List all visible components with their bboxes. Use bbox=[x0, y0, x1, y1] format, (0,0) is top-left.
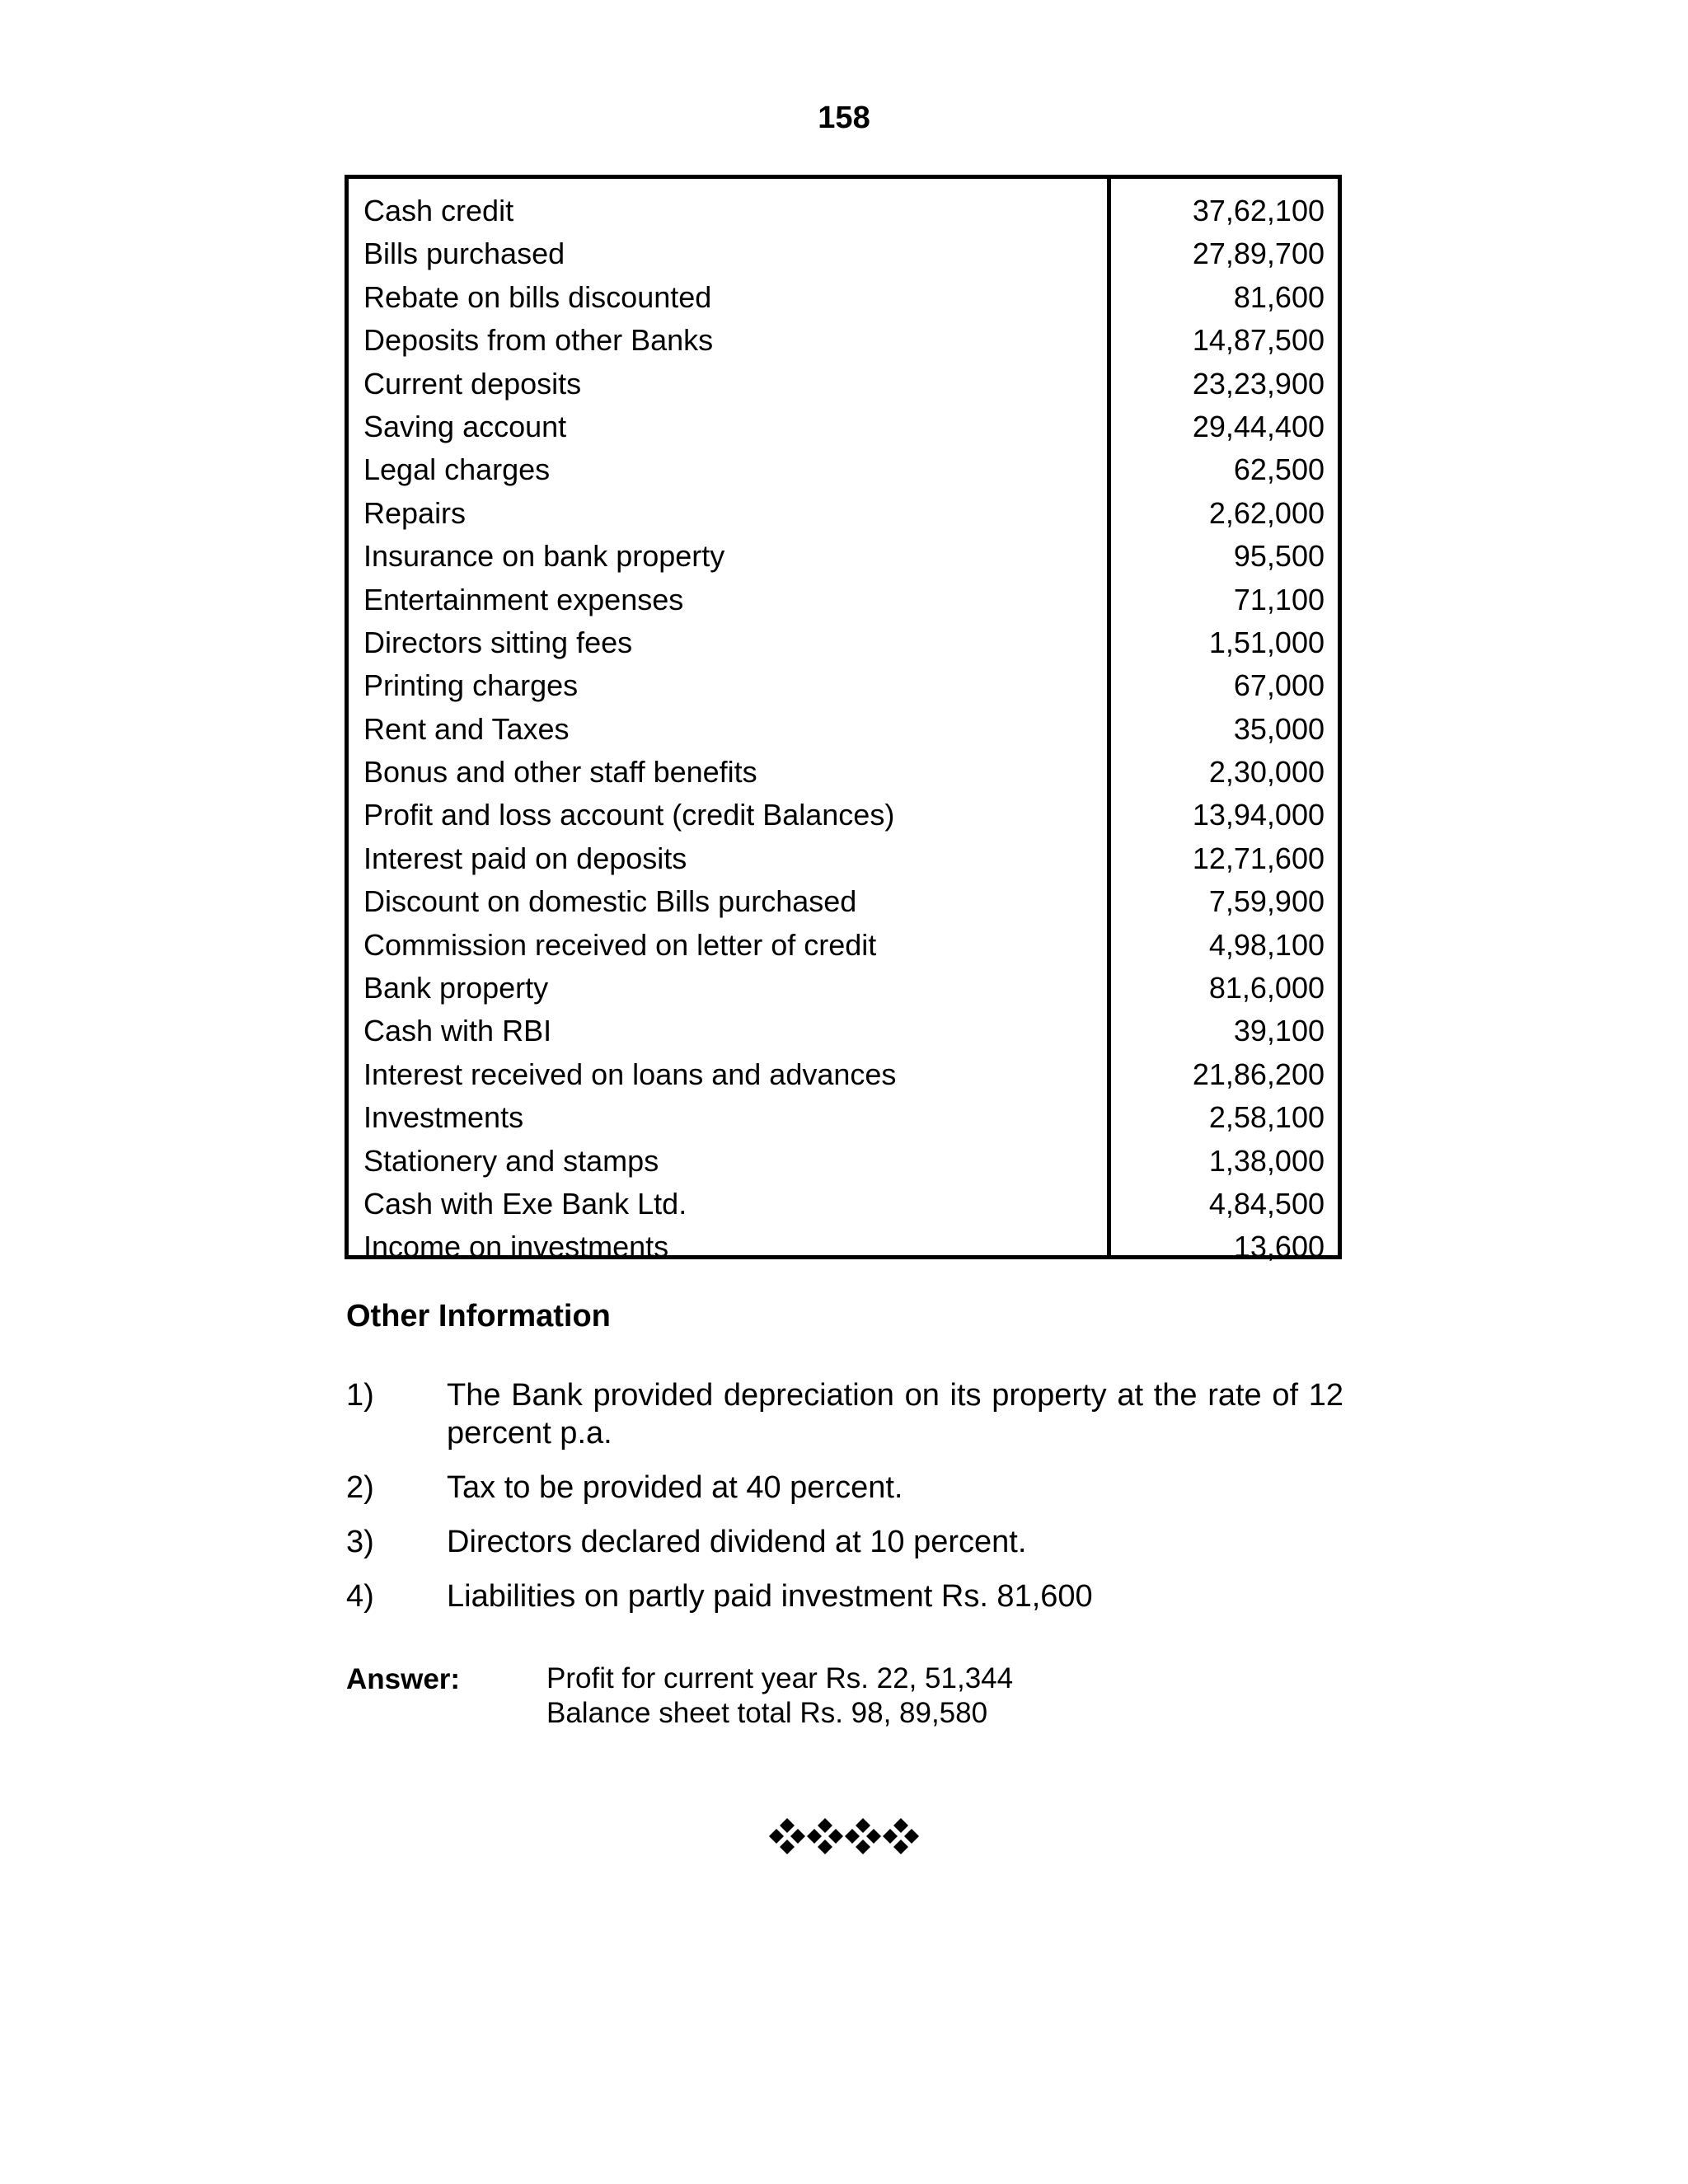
ledger-row-label: Income on investments bbox=[363, 1230, 669, 1264]
ledger-row-label: Repairs bbox=[363, 495, 467, 530]
ledger-row-amount: 39,100 bbox=[1233, 1014, 1325, 1048]
ledger-row bbox=[349, 664, 1338, 707]
ledger-row bbox=[349, 837, 1338, 880]
ledger-row-amount: 1,51,000 bbox=[1208, 625, 1325, 659]
info-list-text: The Bank provided depreciation on its property at the rate of 12 percent p.a. bbox=[447, 1378, 1343, 1451]
ledger-row-label: Investments bbox=[363, 1100, 524, 1135]
ledger-row-label: Interest received on loans and advances bbox=[363, 1057, 897, 1091]
ledger-row-amount: 67,000 bbox=[1233, 668, 1325, 703]
ledger-row-amount: 23,23,900 bbox=[1192, 366, 1325, 401]
ledger-row-amount: 2,30,000 bbox=[1208, 755, 1325, 790]
ledger-row-label: Bills purchased bbox=[363, 237, 565, 271]
ledger-row-amount: 2,62,000 bbox=[1208, 495, 1325, 530]
ledger-row bbox=[349, 621, 1338, 664]
ledger-row bbox=[349, 1053, 1338, 1096]
ledger-row bbox=[349, 794, 1338, 837]
end-ornament bbox=[0, 1817, 1688, 1859]
ledger-row bbox=[349, 232, 1338, 275]
ledger-row bbox=[349, 1010, 1338, 1052]
ledger-row-label: Cash with RBI bbox=[363, 1014, 552, 1048]
info-list-item bbox=[346, 1577, 1343, 1615]
ledger-row bbox=[349, 751, 1338, 794]
info-list-item bbox=[346, 1376, 1343, 1452]
ledger-row-label: Printing charges bbox=[363, 668, 579, 703]
info-list-number: 2) bbox=[346, 1470, 374, 1505]
ledger-row-label: Discount on domestic Bills purchased bbox=[363, 884, 857, 919]
ledger-row bbox=[349, 880, 1338, 923]
ledger-row-amount: 14,87,500 bbox=[1192, 323, 1325, 358]
info-list-number: 4) bbox=[346, 1579, 374, 1614]
ledger-row-label: Stationery and stamps bbox=[363, 1143, 659, 1178]
ledger-row-label: Current deposits bbox=[363, 366, 582, 401]
ledger-row bbox=[349, 924, 1338, 967]
ledger-row-amount: 4,84,500 bbox=[1208, 1186, 1325, 1221]
info-list-number: 3) bbox=[346, 1525, 374, 1559]
ledger-rows bbox=[349, 190, 1338, 1269]
other-information-heading: Other Information bbox=[346, 1299, 611, 1333]
info-list-item bbox=[346, 1523, 1343, 1561]
ledger-row bbox=[349, 319, 1338, 362]
diamond-cluster-icon bbox=[806, 1817, 844, 1855]
ledger-row-amount: 27,89,700 bbox=[1192, 237, 1325, 271]
answer-profit-line: Profit for current year Rs. 22, 51,344 bbox=[546, 1662, 1014, 1694]
page-number: 158 bbox=[818, 101, 870, 135]
ledger-row bbox=[349, 579, 1338, 621]
answer-balance-sheet-line: Balance sheet total Rs. 98, 89,580 bbox=[546, 1697, 988, 1729]
ledger-row-label: Legal charges bbox=[363, 452, 551, 487]
ledger-row bbox=[349, 1140, 1338, 1183]
diamond-cluster-icon bbox=[844, 1817, 882, 1855]
ledger-row bbox=[349, 967, 1338, 1010]
ledger-row bbox=[349, 363, 1338, 405]
ledger-row-label: Cash with Exe Bank Ltd. bbox=[363, 1186, 687, 1221]
ledger-row-label: Directors sitting fees bbox=[363, 625, 633, 659]
ledger-row-label: Cash credit bbox=[363, 194, 514, 227]
ledger-row-label: Insurance on bank property bbox=[363, 539, 725, 574]
ledger-row-label: Saving account bbox=[363, 409, 567, 443]
ledger-row-amount: 35,000 bbox=[1233, 711, 1325, 746]
ledger-row-label: Rent and Taxes bbox=[363, 711, 570, 746]
ledger-row-label: Bank property bbox=[363, 971, 549, 1005]
ledger-row bbox=[349, 405, 1338, 448]
ledger-row-label: Bonus and other staff benefits bbox=[363, 755, 757, 790]
ledger-row bbox=[349, 1226, 1338, 1268]
ledger-row-label: Deposits from other Banks bbox=[363, 323, 714, 358]
ledger-table bbox=[345, 175, 1342, 1264]
ledger-row bbox=[349, 708, 1338, 751]
ledger-row-amount: 29,44,400 bbox=[1192, 409, 1325, 443]
ledger-row-amount: 1,38,000 bbox=[1208, 1143, 1325, 1178]
info-list-text: Tax to be provided at 40 percent. bbox=[447, 1470, 903, 1505]
ledger-row-label: Interest paid on deposits bbox=[363, 841, 687, 875]
ledger-row-label: Commission received on letter of credit bbox=[363, 927, 877, 962]
ledger-row-amount: 71,100 bbox=[1233, 582, 1325, 616]
other-information-list bbox=[346, 1376, 1343, 1632]
ledger-row-amount: 4,98,100 bbox=[1208, 927, 1325, 962]
info-list-number: 1) bbox=[346, 1378, 374, 1413]
answer-label: Answer: bbox=[346, 1663, 461, 1695]
ledger-row-amount: 95,500 bbox=[1233, 539, 1325, 574]
ledger-row-label: Entertainment expenses bbox=[363, 582, 684, 616]
ledger-row-label: Rebate on bills discounted bbox=[363, 279, 712, 314]
ledger-row-amount: 62,500 bbox=[1233, 452, 1325, 487]
ledger-row-amount: 37,62,100 bbox=[1192, 194, 1325, 227]
info-list-item bbox=[346, 1469, 1343, 1507]
ledger-row bbox=[349, 190, 1338, 232]
ledger-row bbox=[349, 448, 1338, 491]
ledger-row bbox=[349, 1183, 1338, 1226]
ledger-row-amount: 13,600 bbox=[1233, 1230, 1325, 1264]
ledger-row-amount: 2,58,100 bbox=[1208, 1100, 1325, 1135]
ledger-row bbox=[349, 535, 1338, 578]
ledger-row-amount: 21,86,200 bbox=[1192, 1057, 1325, 1091]
info-list-text: Liabilities on partly paid investment Rs. 81,600 bbox=[447, 1579, 1093, 1614]
diamond-cluster-icon bbox=[882, 1817, 920, 1855]
ledger-row bbox=[349, 492, 1338, 535]
info-list-text: Directors declared dividend at 10 percent. bbox=[447, 1525, 1027, 1559]
ledger-row-amount: 81,600 bbox=[1233, 279, 1325, 314]
ledger-row-amount: 7,59,900 bbox=[1208, 884, 1325, 919]
diamond-cluster-icon bbox=[768, 1817, 806, 1855]
ledger-row bbox=[349, 1096, 1338, 1139]
ledger-row-label: Profit and loss account (credit Balances) bbox=[363, 798, 895, 832]
ledger-row bbox=[349, 276, 1338, 319]
answer-block bbox=[546, 1661, 1013, 1731]
ledger-row-amount: 12,71,600 bbox=[1192, 841, 1325, 875]
ledger-row-amount: 13,94,000 bbox=[1192, 798, 1325, 832]
ledger-row-amount: 81,6,000 bbox=[1208, 971, 1325, 1005]
